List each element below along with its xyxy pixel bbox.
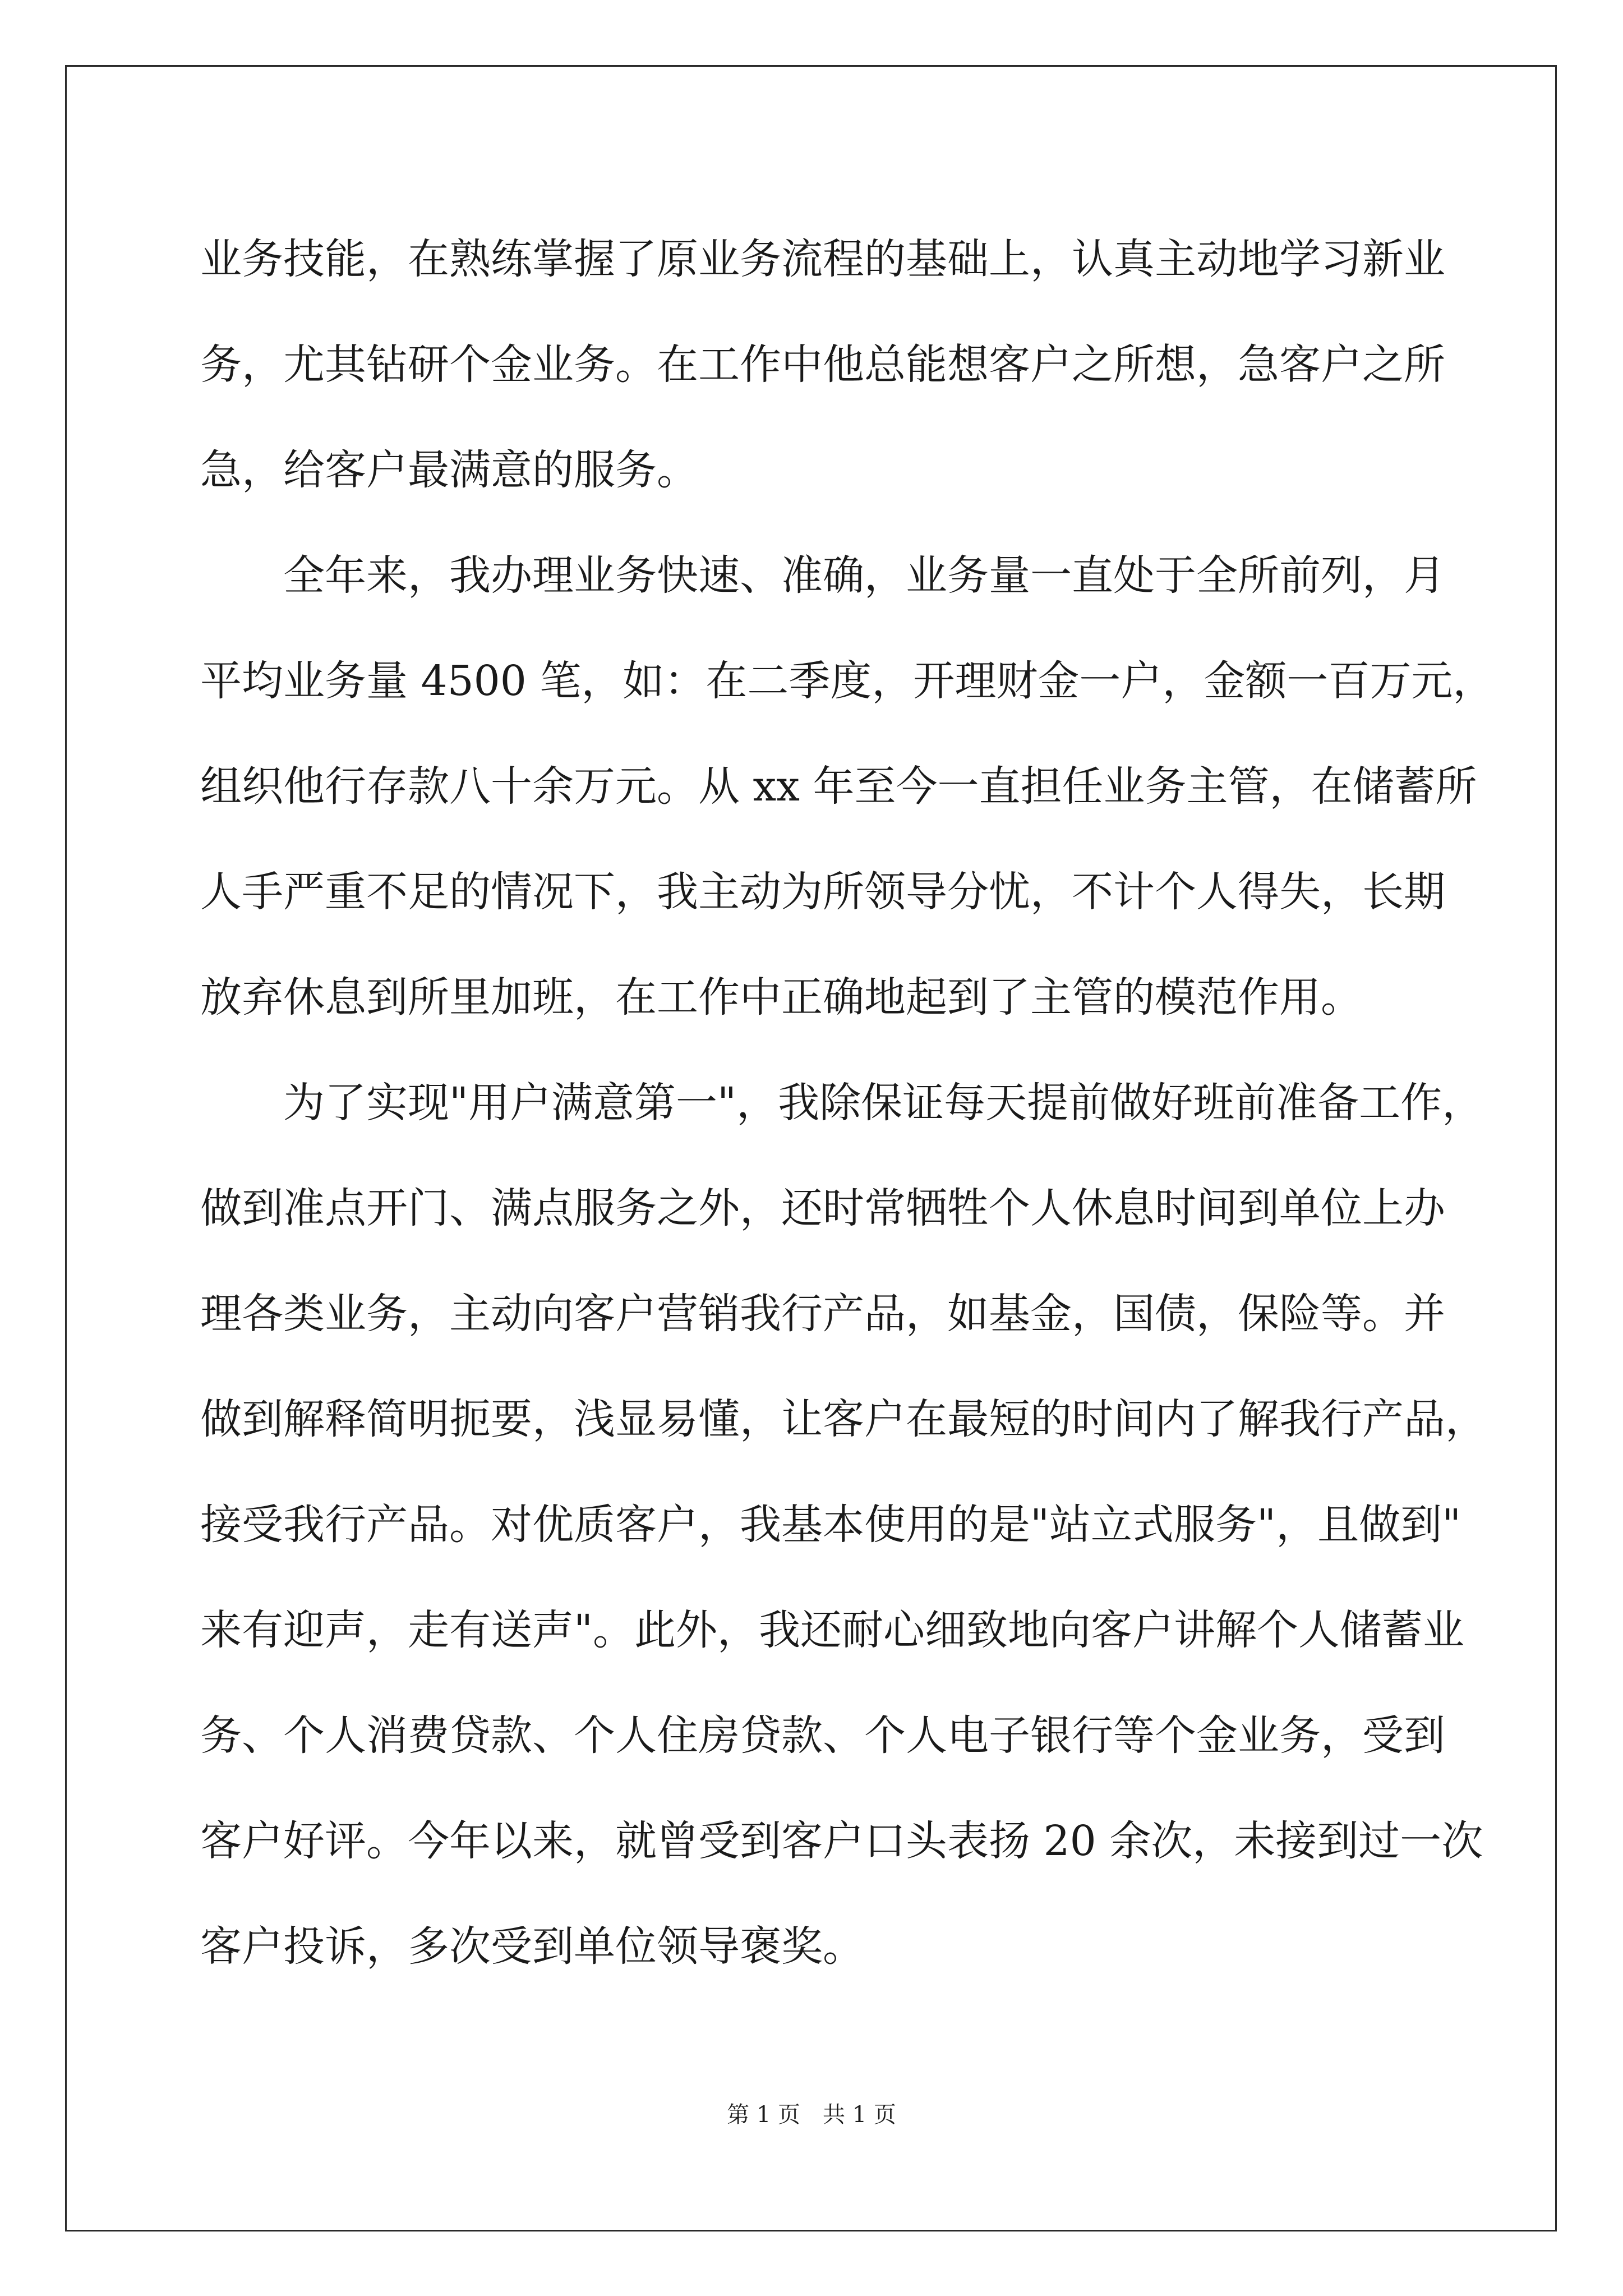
page-number-label: 第 1 页 共 1 页 xyxy=(727,2102,896,2128)
document-body xyxy=(200,206,1495,1999)
text-line: 急，给客户最满意的服务。 xyxy=(200,446,698,494)
text-line: 放弃休息到所里加班，在工作中正确地起到了主管的模范作用。 xyxy=(200,973,1362,1022)
text-line: 人手严重不足的情况下，我主动为所领导分忧，不计个人得失，长期 xyxy=(200,868,1445,916)
text-line: 理各类业务，主动向客户营销我行产品，如基金，国债，保险等。并 xyxy=(200,1290,1445,1338)
text-line: 务，尤其钻研个金业务。在工作中他总能想客户之所想，急客户之所 xyxy=(200,341,1445,389)
text-line: 为了实现"用户满意第一"，我除保证每天提前做好班前准备工作， xyxy=(200,1079,1484,1127)
text-line: 做到准点开门、满点服务之外，还时常牺牲个人休息时间到单位上办 xyxy=(200,1184,1445,1232)
text-line: 客户投诉，多次受到单位领导褒奖。 xyxy=(200,1922,864,1971)
text-line: 组织他行存款八十余万元。从 xx 年至今一直担任业务主管，在储蓄所 xyxy=(200,762,1477,811)
text-line: 平均业务量 4500 笔，如：在二季度，开理财金一户，金额一百万元， xyxy=(200,657,1495,705)
text-line: 客户好评。今年以来，就曾受到客户口头表扬 20 余次，未接到过一次 xyxy=(200,1817,1483,1865)
text-line: 务、个人消费贷款、个人住房贷款、个人电子银行等个金业务，受到 xyxy=(200,1711,1445,1760)
text-line: 全年来，我办理业务快速、准确，业务量一直处于全所前列，月 xyxy=(200,551,1445,600)
text-line: 来有迎声，走有送声"。此外，我还耐心细致地向客户讲解个人储蓄业 xyxy=(200,1606,1465,1654)
page-footer xyxy=(0,2098,1623,2132)
text-line: 业务技能，在熟练掌握了原业务流程的基础上，认真主动地学习新业 xyxy=(200,235,1445,283)
text-line: 做到解释简明扼要，浅显易懂，让客户在最短的时间内了解我行产品， xyxy=(200,1395,1487,1443)
text-line: 接受我行产品。对优质客户，我基本使用的是"站立式服务"，且做到" xyxy=(200,1501,1461,1549)
